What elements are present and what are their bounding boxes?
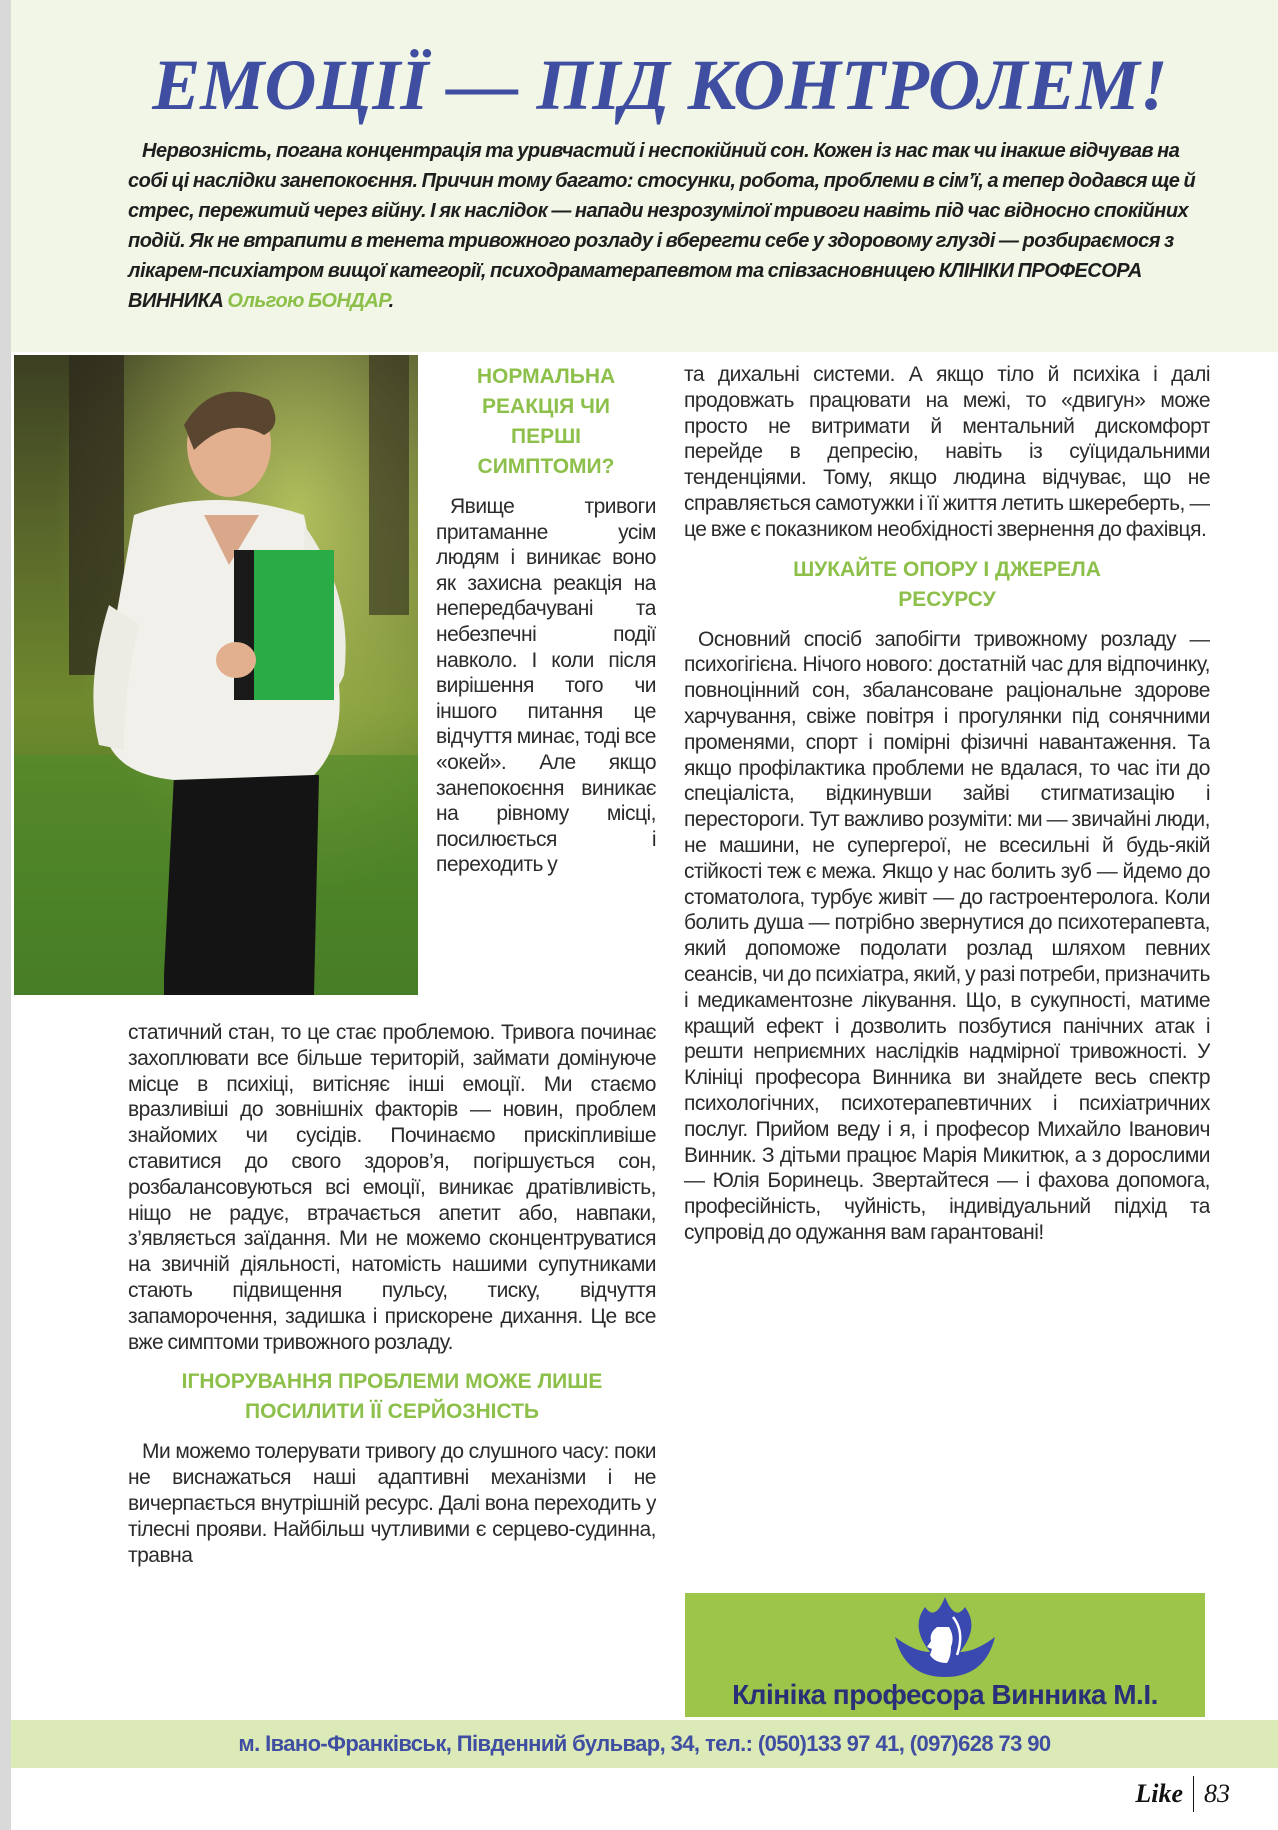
page-number: 83 <box>1204 1779 1230 1808</box>
portrait-photo <box>14 355 418 995</box>
section-text-normal-reaction: Явище тривоги притаманне усім людям і виникає воно як захисна реакція на непередбачувані та небезпечні події навколо. І коли після вирішення того чи іншого питання це відчуття минає, тоді все «окей». Але якщо занепокоєння виникає на рівному місці, посилюється і переходить у <box>436 495 656 877</box>
column-right <box>684 362 1210 1584</box>
section-text-ignoring-problem: Ми можемо толерувати тривогу до слушного часу: поки не виснажаться наші адаптивні механізми і не вичерпається внутрішній ресурс. Далі вона переходить у тілесні прояви. Найбільш чутливими є серцево-судинна, травна <box>128 1440 656 1567</box>
magazine-name: Like <box>1135 1779 1183 1808</box>
column-narrow <box>436 362 656 1012</box>
article-title: ЕМОЦІЇ — ПІД КОНТРОЛЕМ! <box>152 45 1168 125</box>
clinic-address-band <box>11 1720 1278 1768</box>
section-text-normal-reaction-continued: статичний стан, то це стає проблемою. Тривога починає захоплювати все більше територій, займати домінуюче місце в психіці, витісняє інші емоції. Ми стаємо вразливіші до зовнішніх факторів — новин, проблем знайомих чи сусідів. Починаємо прискіпливіше ставитися до свого здоров’я, погіршується сон, розбалансовуються всі емоції, виникає дратівливість, ніщо не радує, втрачається апетит або, навпаки, з’являється заїдання. Ми не можемо сконцентруватися на звичній діяльності, натомість нашими супутниками стають підвищення пульсу, тиску, відчуття запаморочення, задишка і прискорене дихання. Це все вже симптоми тривожного розладу. <box>128 1021 656 1354</box>
clinic-ad-banner[interactable] <box>685 1593 1205 1717</box>
lead-text: Нервозність, погана концентрація та уривчастий і неспокійний сон. Кожен із нас так чи інакше відчував на собі ці наслідки занепокоєння. Причин тому багато: стосунки, робота, проблеми в сім’ї, а тепер додався ще й стрес, пережитий через війну. І як наслідок — напади незрозумілої тривоги навіть під час відносно спокійних подій. Як не втрапити в тенета тривожного розладу і вберегти себе у здоровому глузді — розбираємося з лікарем-психіатром вищої категорії, психодраматерапевтом та співзасновницею КЛІНІКИ ПРОФЕСОРА ВИННИКА <box>128 140 1196 312</box>
page-footer <box>1135 1774 1230 1814</box>
lead-interviewee-name: Ольгою БОНДАР <box>227 290 389 312</box>
section-heading-ignoring-problem: ІГНОРУВАННЯ ПРОБЛЕМИ МОЖЕ ЛИШЕ ПОСИЛИТИ ЇЇ СЕРЙОЗНІСТЬ <box>181 1370 603 1424</box>
page-divider <box>1193 1776 1194 1812</box>
section-heading-normal-reaction: НОРМАЛЬНА РЕАКЦІЯ ЧИ ПЕРШІ СИМПТОМИ? <box>476 365 616 478</box>
lotus-face-logo-icon <box>885 1597 1005 1681</box>
column-left <box>128 1020 656 1712</box>
section-text-ignoring-problem-continued: та дихальні системи. А якщо тіло й психіка і далі продовжать працювати на межі, то «двигун» може просто не витримати й ментальний дискомфорт перейде в депресію, навіть із суїцидальними тенденціями. Тому, якщо людина відчуває, що не справляється самотужки і її життя летить шкереберть, — це вже є показником необхідності звернення до фахівця. <box>684 363 1210 541</box>
section-heading-find-support: ШУКАЙТЕ ОПОРУ І ДЖЕРЕЛА РЕСУРСУ <box>793 557 1101 611</box>
clinic-name: Клініка професора Винника М.І. <box>732 1679 1158 1710</box>
lead-end: . <box>388 290 394 312</box>
portrait-illustration <box>14 355 418 995</box>
article-lead <box>128 136 1218 316</box>
section-text-find-support: Основний спосіб запобігти тривожному розладу — психогігієна. Нічого нового: достатній час для відпочинку, повноцінний сон, збалансоване раціональне здорове харчування, свіже повітря і прогулянки під сонячними променями, спорт і помірні фізичні навантаження. Та якщо профілактика проблеми не вдалася, то час іти до спеціаліста, відкинувши зайві стигматизацію і перестороги. Тут важливо розуміти: ми — звичайні люди, не машини, не супергерої, не всесильні й будь-якій стійкості теж є межа. Якщо у нас болить зуб — йдемо до стоматолога, турбує живіт — до гастроентеролога. Коли болить душа — потрібно звернутися до психотерапевта, який допоможе подолати розлад шляхом певних сеансів, чи до психіатра, який, у разі потреби, призначить і медикаментозне лікування. Що, в сукупності, матиме кращий ефект і дозволить позбутися панічних атак і решти неприємних наслідків надмірної тривожності. У Клініці професора Винника ви знайдете весь спектр психологічних, психотерапевтичних і психіатричних послуг. Прийом веду і я, і професор Михайло Іванович Винник. З дітьми працює Марія Микитюк, а з дорослими — Юлія Боринець. Звертайтеся — і фахова допомога, професійність, чуйність, індивідуальний підхід та супровід до одужання вам гарантовані! <box>684 627 1210 1244</box>
clinic-address: м. Івано-Франківськ, Південний бульвар, 34, тел.: (050)133 97 41, (097)628 73 90 <box>238 1731 1051 1756</box>
page-edge <box>0 0 11 1830</box>
